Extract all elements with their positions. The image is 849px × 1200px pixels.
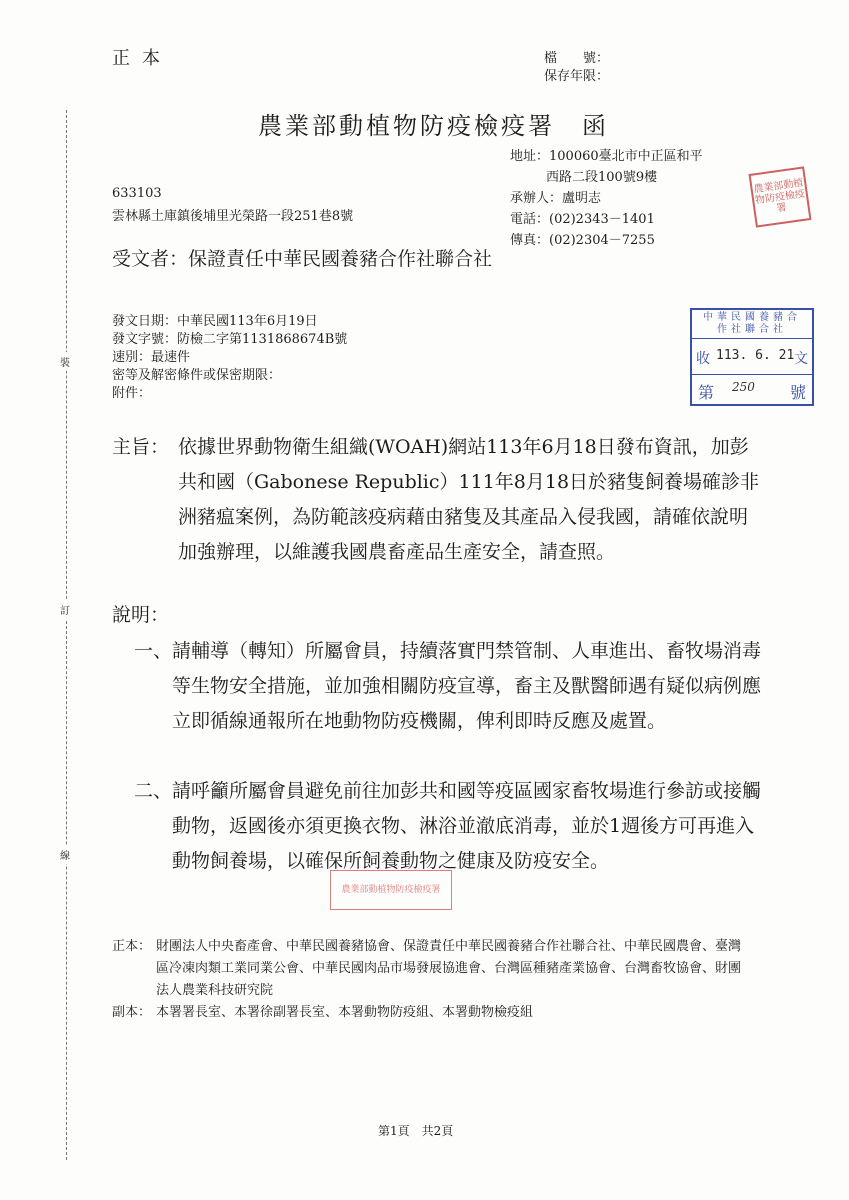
receipt-wen: 文: [794, 351, 808, 367]
file-number-block: [544, 50, 609, 86]
receipt-date-row: [692, 338, 812, 375]
receipt-hao: 號: [789, 383, 806, 402]
attachment: 附件：: [112, 386, 152, 401]
binding-line: [66, 110, 67, 1160]
page-number: 第1頁 共2頁: [378, 1124, 454, 1138]
receipt-shou: 收: [696, 351, 710, 367]
recipient: [112, 245, 532, 274]
item-text: 請呼籲所屬會員避免前往加彭共和國等疫區國家畜牧場進行參訪或接觸動物，返國後亦須更換衣物、淋浴並澈底消毒，並於1週後方可再進入動物飼養場，以確保所飼養動物之健康及防疫安全。: [172, 780, 762, 872]
binding-mark-top: 裝: [60, 352, 70, 371]
distribution-main-text: 財團法人中央畜產會、中華民國養豬協會、保證責任中華民國養豬合作社聯合社、中華民國農會、臺灣區冷凍肉類工業同業公會、中華民國肉品市場發展協進會、台灣區種豬產業協會、台灣畜牧協會、財團法人農業科技研究院: [156, 939, 742, 998]
fax-number: 傳真：(02)2304－7255: [510, 233, 655, 248]
document-meta: [112, 313, 347, 403]
binding-mark-bottom: 線: [60, 845, 70, 864]
subject-label: 主旨：: [112, 436, 170, 458]
receipt-date: 113. 6. 21: [716, 348, 795, 363]
retention-label: 保存年限：: [544, 69, 610, 84]
explanation-label: 說明：: [112, 604, 170, 626]
recipient-address: [112, 182, 353, 228]
distribution-copy-text: 本署署長室、本署徐副署長室、本署動物防疫組、本署動物檢疫組: [156, 1005, 534, 1020]
recipient-name: 保證責任中華民國養豬合作社聯合社: [188, 248, 493, 270]
postal-code: 633103: [112, 186, 162, 201]
sender-address-line2: 西路二段100號9樓: [546, 170, 658, 185]
contact-person: 承辦人：盧明志: [510, 191, 602, 206]
subject: [112, 430, 762, 570]
document-title: 農業部動植物防疫檢疫署 函: [258, 112, 609, 140]
explanation-item: [134, 634, 764, 739]
receipt-org: 中華民國養豬合作社聯合社: [692, 310, 812, 339]
distribution-copy-label: 副本：: [112, 1005, 152, 1020]
item-number: 二、: [134, 780, 173, 802]
document-number: 發文字號：防檢二字第1131868674B號: [112, 332, 348, 347]
delivery-speed: 速別：最速件: [112, 350, 191, 365]
recipient-label: 受文者：: [112, 248, 189, 270]
inline-seal: 農業部動植物防疫檢疫署: [330, 870, 452, 910]
receipt-stamp: [690, 308, 814, 406]
explanation-item: [134, 774, 764, 879]
binding-mark-mid: 訂: [60, 600, 70, 619]
phone-number: 電話：(02)2343－1401: [510, 212, 655, 227]
receipt-number-row: [692, 374, 812, 404]
confidentiality: 密等及解密條件或保密期限：: [112, 368, 282, 383]
issue-date: 發文日期：中華民國113年6月19日: [112, 314, 318, 329]
distribution-main-label: 正本：: [112, 939, 152, 954]
receipt-number: 250: [732, 380, 755, 394]
red-official-seal: 農業部動植物防疫檢疫署: [749, 166, 812, 227]
item-text: 請輔導（轉知）所屬會員，持續落實門禁管制、人車進出、畜牧場消毒等生物安全措施，並加強相關防疫宣導，畜主及獸醫師遇有疑似病例應立即循線通報所在地動物防疫機關，俾利即時反應及處置。: [172, 640, 762, 732]
receipt-di: 第: [698, 383, 715, 402]
file-number-label: 檔 號：: [544, 51, 610, 66]
distribution-copy: [112, 1002, 752, 1024]
copy-mark: 正本: [112, 48, 172, 69]
sender-address-line1: 地址：100060臺北市中正區和平: [510, 149, 703, 164]
item-number: 一、: [134, 640, 173, 662]
subject-text: 依據世界動物衛生組織(WOAH)網站113年6月18日發布資訊，加彭共和國（Gabonese Republic）111年8月18日於豬隻飼養場確診非洲豬瘟案例，為防範該疫病藉由豬隻及其產品入侵我國，請確依說明加強辦理，以維護我國農畜產品生產安全，請查照。: [178, 436, 760, 563]
distribution-main: [112, 936, 752, 1002]
sender-info: [510, 146, 703, 251]
street-address: 雲林縣土庫鎮後埔里光榮路一段251巷8號: [112, 209, 354, 224]
